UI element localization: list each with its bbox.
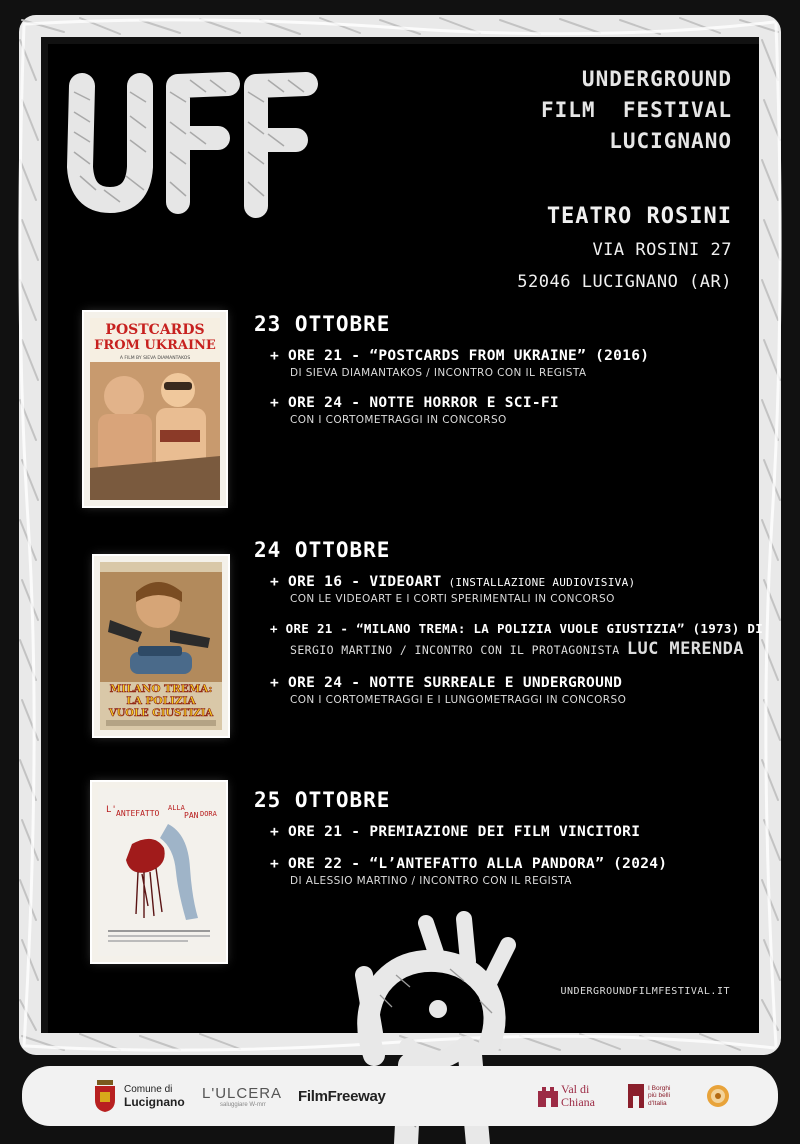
day-section-24: [254, 538, 763, 722]
round-badge-icon: [706, 1084, 730, 1108]
poster3-title-c: ALLA: [168, 804, 185, 812]
day-title: 25 OTTOBRE: [254, 788, 391, 812]
valdichiana-line1: Val di: [561, 1082, 590, 1096]
festival-title-line1: UNDERGROUND: [581, 67, 732, 91]
venue-block: [517, 200, 732, 298]
poster1-title-2: FROM UKRAINE: [94, 338, 216, 353]
comune-line2: Lucignano: [124, 1095, 185, 1109]
partner-badge-logo: [706, 1074, 730, 1118]
borghi-logo: [628, 1074, 670, 1118]
event-main: [270, 574, 763, 590]
event-main: + ORE 22 - “L’ANTEFATTO ALLA PANDORA” (2024): [270, 856, 668, 872]
venue-name: TEATRO ROSINI: [546, 204, 732, 229]
festival-title: [541, 64, 732, 157]
event-item: [270, 574, 763, 605]
poster-postcards-from-ukraine: [84, 312, 226, 506]
event-item: [270, 395, 649, 426]
castle-icon: [538, 1085, 558, 1107]
venue-city: 52046 LUCIGNANO (AR): [517, 272, 732, 292]
event-item: [270, 675, 763, 706]
event-item: [270, 621, 763, 659]
poster2-title-1: MILANO TREMA:: [109, 683, 213, 695]
poster-milano-trema: [94, 556, 228, 736]
filmfreeway-text: FilmFreeway: [298, 1087, 386, 1105]
borghi-line2: più belli: [648, 1092, 671, 1100]
poster1-credit: A FILM BY SIEVA DIAMANTAKOS: [119, 356, 191, 361]
borghi-line3: d'Italia: [648, 1099, 667, 1107]
ulcera-name: L'ULCERA: [202, 1084, 283, 1102]
event-main: + ORE 21 - PREMIAZIONE DEI FILM VINCITORI: [270, 824, 641, 840]
comune-line1: Comune di: [124, 1084, 173, 1095]
event-main-text: + ORE 16 - VIDEOART: [270, 574, 442, 590]
borghi-line1: I Borghi: [648, 1084, 671, 1092]
day-section-23: [254, 312, 649, 442]
event-sub-text: SERGIO MARTINO / INCONTRO CON IL PROTAGONISTA: [290, 643, 627, 657]
ulcera-tagline: saluggiare W-mrr: [220, 1101, 266, 1108]
venue-street: VIA ROSINI 27: [592, 240, 732, 260]
event-item: [270, 856, 667, 887]
event-note: (INSTALLAZIONE AUDIOVISIVA): [441, 576, 636, 589]
poster3-title-b: ANTEFATTO: [116, 809, 160, 818]
poster3-title-e: DORA: [200, 810, 217, 818]
poster3-title-a: L': [106, 805, 117, 815]
event-main: + ORE 21 - “MILANO TREMA: LA POLIZIA VUOLE GIUSTIZIA” (1973) DI: [270, 621, 764, 636]
festival-title-line2: FILM FESTIVAL: [540, 98, 732, 122]
day-title: 24 OTTOBRE: [254, 538, 391, 562]
event-sub: CON I CORTOMETRAGGI IN CONCORSO: [290, 414, 507, 426]
poster1-title-1: POSTCARDS: [105, 322, 205, 338]
poster3-title-d: PAN: [184, 811, 199, 820]
event-main: + ORE 24 - NOTTE HORROR E SCI-FI: [270, 395, 559, 411]
event-sub: CON I CORTOMETRAGGI E I LUNGOMETRAGGI IN CONCORSO: [290, 694, 627, 706]
event-item: [270, 824, 667, 840]
event-main: + ORE 24 - NOTTE SURREALE E UNDERGROUND: [270, 675, 623, 691]
comune-lucignano-logo: [94, 1074, 185, 1118]
festival-title-line3: LUCIGNANO: [609, 129, 732, 153]
sponsor-footer: [22, 1066, 778, 1126]
day-section-25: [254, 788, 667, 903]
website-link[interactable]: UNDERGROUNDFILMFESTIVAL.IT: [560, 986, 730, 997]
event-sub: DI SIEVA DIAMANTAKOS / INCONTRO CON IL REGISTA: [290, 367, 587, 379]
event-sub: [290, 639, 763, 659]
valdichiana-line2: Chiana: [561, 1095, 595, 1109]
poster2-title-3: VUOLE GIUSTIZIA: [108, 708, 214, 719]
event-sub: CON LE VIDEOART E I CORTI SPERIMENTALI IN CONCORSO: [290, 593, 615, 605]
event-item: [270, 348, 649, 379]
day-title: 23 OTTOBRE: [254, 312, 391, 336]
filmfreeway-logo: [298, 1074, 386, 1118]
event-sub: DI ALESSIO MARTINO / INCONTRO CON IL REGISTA: [290, 875, 572, 887]
uff-logo: [60, 72, 310, 222]
poster-antefatto-alla-pandora: [92, 782, 226, 962]
poster2-title-2: LA POLIZIA: [126, 695, 196, 707]
actor-highlight: LUC MERENDA: [626, 639, 744, 659]
ulcera-logo: [202, 1074, 282, 1118]
coat-of-arms-icon: [94, 1080, 116, 1112]
valdichiana-logo: [538, 1074, 595, 1118]
tower-icon: [628, 1084, 644, 1108]
event-main: + ORE 21 - “POSTCARDS FROM UKRAINE” (2016): [270, 348, 650, 364]
